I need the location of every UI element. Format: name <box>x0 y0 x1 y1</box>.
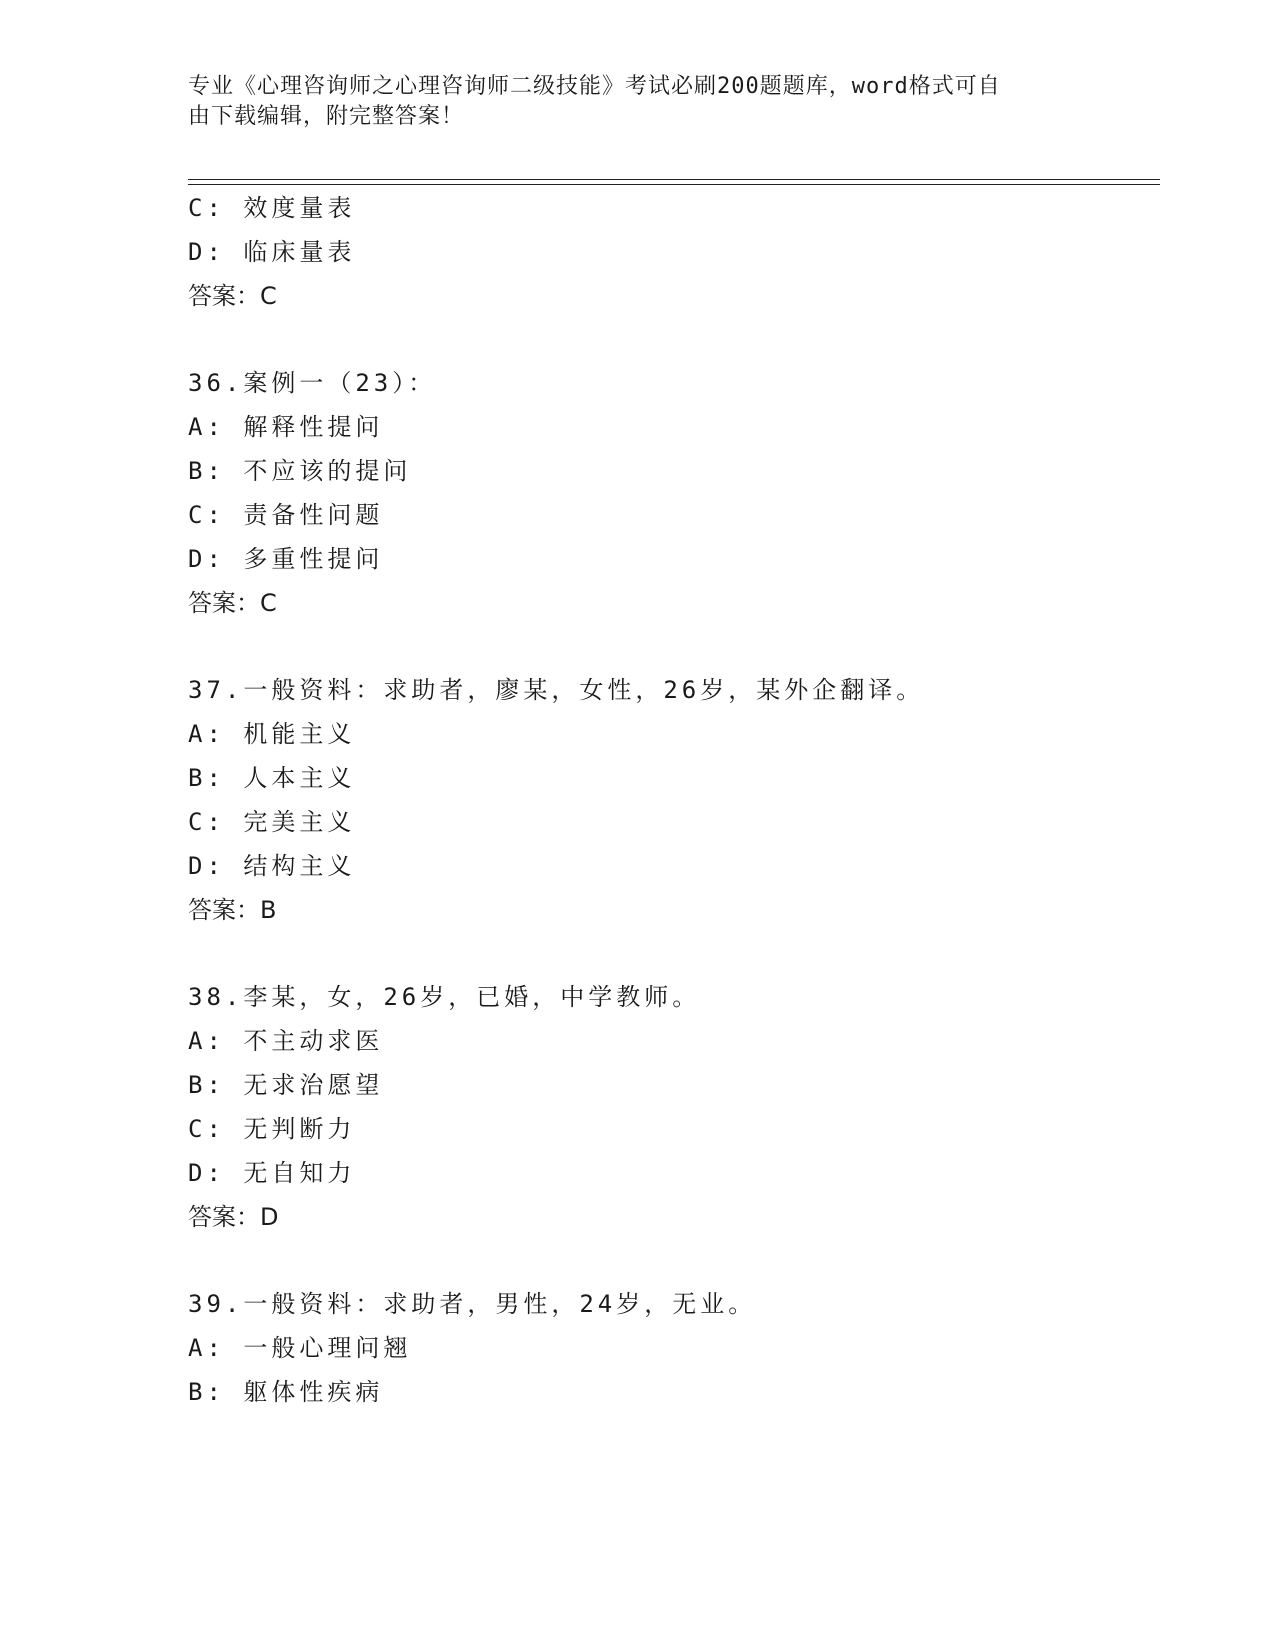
answer-line: 答案：B <box>188 896 277 924</box>
option-a: A: 不主动求医 <box>188 1027 384 1055</box>
document-header <box>188 72 1068 132</box>
option-a: A: 一般心理问翘 <box>188 1334 412 1362</box>
header-divider-bottom <box>188 184 1160 185</box>
option-b: B: 躯体性疾病 <box>188 1378 384 1406</box>
option-b: B: 无求治愿望 <box>188 1071 384 1099</box>
option-a: A: 机能主义 <box>188 720 356 748</box>
header-line-1: 专业《心理咨询师之心理咨询师二级技能》考试必刷200题题库，word格式可自 <box>188 74 1001 99</box>
question-38: 38.李某，女，26岁，已婚，中学教师。 <box>188 983 701 1011</box>
option-b: B: 人本主义 <box>188 764 356 792</box>
answer-line: 答案：C <box>188 282 277 310</box>
option-c: C: 完美主义 <box>188 808 356 836</box>
option-c: C: 无判断力 <box>188 1115 356 1143</box>
option-a: A: 解释性提问 <box>188 413 384 441</box>
option-d: D: 多重性提问 <box>188 545 384 573</box>
question-36: 36.案例一（23）： <box>188 369 437 397</box>
header-line-2: 由下载编辑，附完整答案！ <box>188 104 465 129</box>
option-b: B: 不应该的提问 <box>188 457 412 485</box>
option-d: D: 结构主义 <box>188 852 356 880</box>
answer-line: 答案：C <box>188 589 277 617</box>
question-39: 39.一般资料：求助者，男性，24岁，无业。 <box>188 1290 757 1318</box>
option-d: D: 无自知力 <box>188 1159 356 1187</box>
option-c: C: 责备性问题 <box>188 501 384 529</box>
header-divider-top <box>188 179 1160 180</box>
question-37: 37.一般资料：求助者，廖某，女性，26岁，某外企翻译。 <box>188 676 925 704</box>
option-c: C: 效度量表 <box>188 194 356 222</box>
option-d: D: 临床量表 <box>188 238 356 266</box>
answer-line: 答案：D <box>188 1203 279 1231</box>
